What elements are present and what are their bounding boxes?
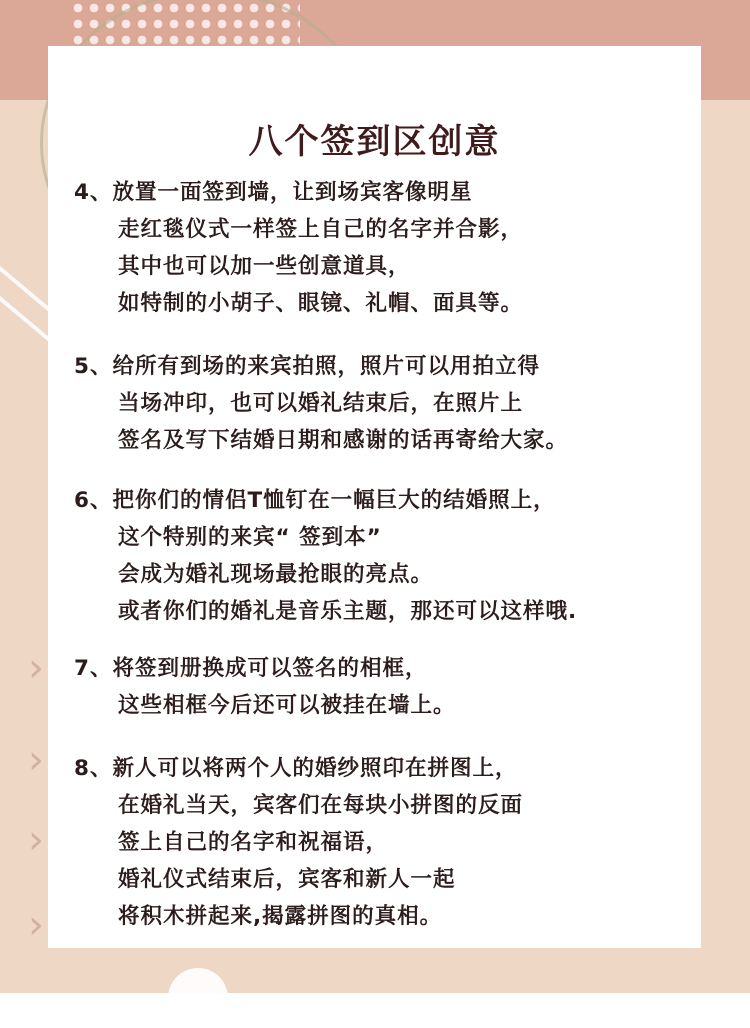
idea-section-7 <box>74 650 704 724</box>
section-line: 5、给所有到场的来宾拍照，照片可以用拍立得 <box>74 354 540 379</box>
section-line: 婚礼仪式结束后，宾客和新人一起 <box>118 867 456 892</box>
page-title: 八个签到区创意 <box>248 122 501 162</box>
idea-section-8 <box>74 750 704 935</box>
section-line: 当场冲印，也可以婚礼结束后，在照片上 <box>118 391 524 416</box>
idea-section-5 <box>74 348 704 459</box>
section-line: 将积木拼起来,揭露拼图的真相。 <box>118 904 443 929</box>
chevron-right-icon: › <box>28 645 44 691</box>
section-line: 或者你们的婚礼是音乐主题，那还可以这样哦. <box>118 599 578 624</box>
section-line: 这些相框今后还可以被挂在墙上。 <box>118 693 456 718</box>
chevron-right-icon: › <box>28 902 44 948</box>
section-line: 会成为婚礼现场最抢眼的亮点。 <box>118 562 434 587</box>
chevron-right-icon: › <box>28 817 44 863</box>
section-line: 7、将签到册换成可以签名的相框， <box>74 656 428 681</box>
section-line: 签名及写下结婚日期和感谢的话再寄给大家。 <box>118 428 569 453</box>
section-line: 签上自己的名字和祝福语， <box>118 830 389 855</box>
section-line: 这个特别的来宾“ 签到本” <box>118 525 382 550</box>
section-line: 走红毯仪式一样签上自己的名字并合影， <box>118 217 524 242</box>
section-line: 其中也可以加一些创意道具， <box>118 254 411 279</box>
idea-section-4 <box>74 174 704 322</box>
idea-section-6 <box>74 482 704 630</box>
section-line: 8、新人可以将两个人的婚纱照印在拼图上， <box>74 756 518 781</box>
section-line: 在婚礼当天，宾客们在每块小拼图的反面 <box>118 793 524 818</box>
section-line: 4、放置一面签到墙，让到场宾客像明星 <box>74 180 473 205</box>
section-line: 如特制的小胡子、眼镜、礼帽、面具等。 <box>118 291 524 316</box>
section-line: 6、把你们的情侣T恤钉在一幅巨大的结婚照上， <box>74 488 556 513</box>
chevron-right-icon: › <box>28 737 44 783</box>
decorative-circle <box>168 968 228 1028</box>
content-card <box>48 46 701 948</box>
